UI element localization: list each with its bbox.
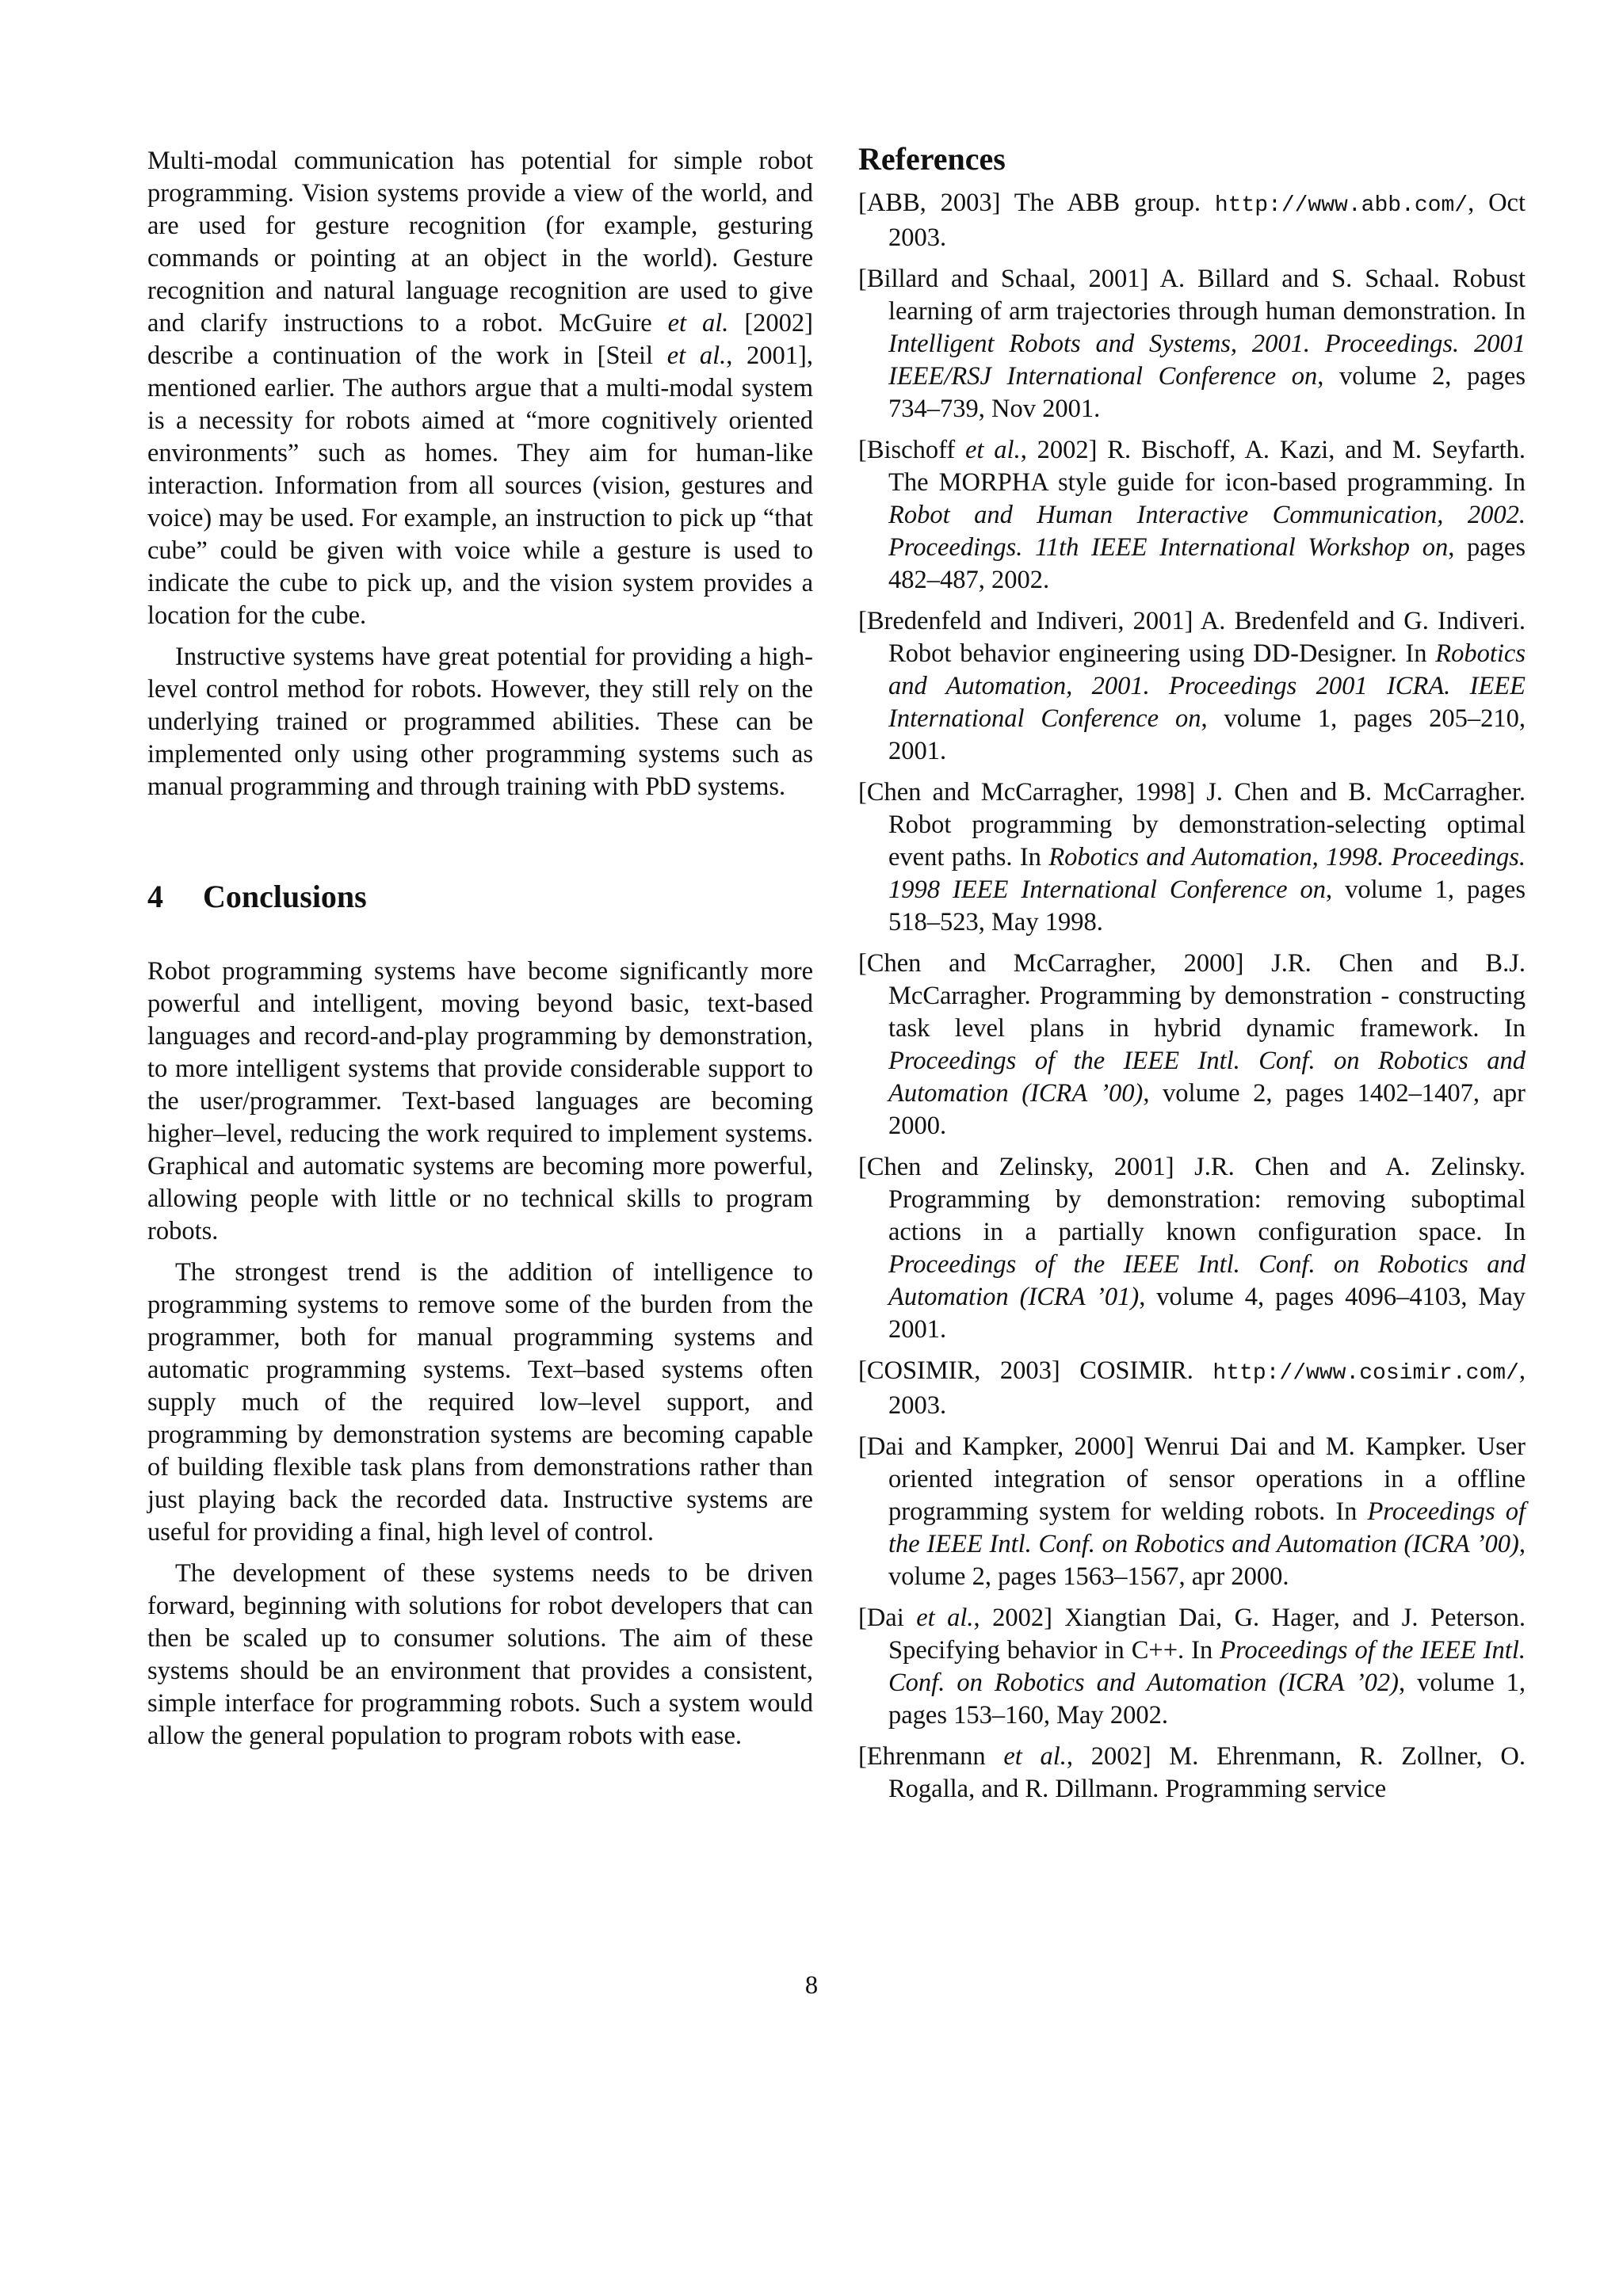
- right-column: [858, 141, 1526, 1814]
- reference-url: http://www.cosimir.com/: [1212, 1361, 1519, 1386]
- references-heading: References: [858, 141, 1006, 177]
- reference-entry: [Dai et al., 2002] Xiangtian Dai, G. Hager, and J. Peterson. Specifying behavior in C++. In Proceedings of the IEEE Intl. Conf. on Robotics and Automation (ICRA ’02), volume 1, pages 153–160, May 2002.: [858, 1604, 1526, 1730]
- reference-entry: [Bischoff et al., 2002] R. Bischoff, A. Kazi, and M. Seyfarth. The MORPHA style guide for icon-based programming. In Robot and Human Interactive Communication, 2002. Proceedings. 11th IEEE International Workshop on, pages 482–487, 2002.: [858, 436, 1526, 594]
- reference-entry: [Bredenfeld and Indiveri, 2001] A. Bredenfeld and G. Indiveri. Robot behavior engineering using DD-Designer. In Robotics and Automation, 2001. Proceedings 2001 ICRA. IEEE International Conference on, volume 1, pages 205–210, 2001.: [858, 607, 1526, 765]
- body-paragraph: The strongest trend is the addition of intelligence to programming systems to remove some of the burden from the programmer, both for manual programming systems and automatic programming systems. Text–based systems often supply much of the required low–level support, and programming by demonstration systems are becoming capable of building flexible task plans from demonstrations rather than just playing back the recorded data. Instructive systems are useful for providing a final, high level of control.: [147, 1258, 813, 1547]
- reference-entry: [ABB, 2003] The ABB group. http://www.abb.com/, Oct 2003.: [858, 189, 1526, 252]
- reference-url: http://www.abb.com/: [1214, 193, 1468, 218]
- reference-entry: [Billard and Schaal, 2001] A. Billard and S. Schaal. Robust learning of arm trajectories through human demonstration. In Intelligent Robots and Systems, 2001. Proceedings. 2001 IEEE/RSJ International Conference on, volume 2, pages 734–739, Nov 2001.: [858, 265, 1526, 423]
- section-title: Conclusions: [203, 879, 367, 914]
- reference-entry: [Ehrenmann et al., 2002] M. Ehrenmann, R. Zollner, O. Rogalla, and R. Dillmann. Programming service: [858, 1742, 1526, 1803]
- reference-entry: [Dai and Kampker, 2000] Wenrui Dai and M. Kampker. User oriented integration of sensor operations in a offline programming system for welding robots. In Proceedings of the IEEE Intl. Conf. on Robotics and Automation (ICRA ’00), volume 2, pages 1563–1567, apr 2000.: [858, 1432, 1526, 1591]
- reference-entry: [Chen and McCarragher, 1998] J. Chen and B. McCarragher. Robot programming by demonstration-selecting optimal event paths. In Robotics and Automation, 1998. Proceedings. 1998 IEEE International Conference on, volume 1, pages 518–523, May 1998.: [858, 778, 1526, 936]
- left-column: [147, 145, 813, 1753]
- body-paragraph: Multi-modal communication has potential for simple robot programming. Vision systems provide a view of the world, and are used for gesture recognition (for example, gesturing commands or pointing at an object in the world). Gesture recognition and natural language recognition are used to give and clarify instructions to a robot. McGuire et al. [2002] describe a continuation of the work in [Steil et al., 2001], mentioned earlier. The authors argue that a multi-modal system is a necessity for robots aimed at “more cognitively oriented environments” such as homes. They aim for human-like interaction. Information from all sources (vision, gestures and voice) may be used. For example, an instruction to pick up “that cube” could be given with voice while a gesture is used to indicate the cube to pick up, and the vision system provides a location for the cube.: [147, 147, 814, 630]
- body-paragraph: The development of these systems needs to be driven forward, beginning with solutions for robot developers that can then be scaled up to consumer solutions. The aim of these systems should be an environment that provides a consistent, simple interface for programming robots. Such a system would allow the general population to program robots with ease.: [147, 1559, 813, 1750]
- reference-entry: [Chen and Zelinsky, 2001] J.R. Chen and A. Zelinsky. Programming by demonstration: removing suboptimal actions in a partially known configuration space. In Proceedings of the IEEE Intl. Conf. on Robotics and Automation (ICRA ’01), volume 4, pages 4096–4103, May 2001.: [858, 1153, 1526, 1344]
- reference-entry: [COSIMIR, 2003] COSIMIR. http://www.cosimir.com/, 2003.: [858, 1356, 1526, 1420]
- body-paragraph: Robot programming systems have become significantly more powerful and intelligent, moving beyond basic, text-based languages and record-and-play programming by demonstration, to more intelligent systems that provide considerable support to the user/programmer. Text-based languages are becoming higher–level, reducing the work required to implement systems. Graphical and automatic systems are becoming more powerful, allowing people with little or no technical skills to program robots.: [147, 957, 813, 1245]
- section-number: 4: [147, 879, 163, 914]
- reference-entry: [Chen and McCarragher, 2000] J.R. Chen and B.J. McCarragher. Programming by demonstration - constructing task level plans in hybrid dynamic framework. In Proceedings of the IEEE Intl. Conf. on Robotics and Automation (ICRA ’00), volume 2, pages 1402–1407, apr 2000.: [858, 949, 1526, 1140]
- section-heading: [147, 803, 813, 955]
- body-paragraph: Instructive systems have great potential for providing a high-level control method for robots. However, they still rely on the underlying trained or programmed abilities. These can be implemented only using other programming systems such as manual programming and through training with PbD systems.: [147, 643, 813, 801]
- page-number: 8: [804, 1971, 819, 2000]
